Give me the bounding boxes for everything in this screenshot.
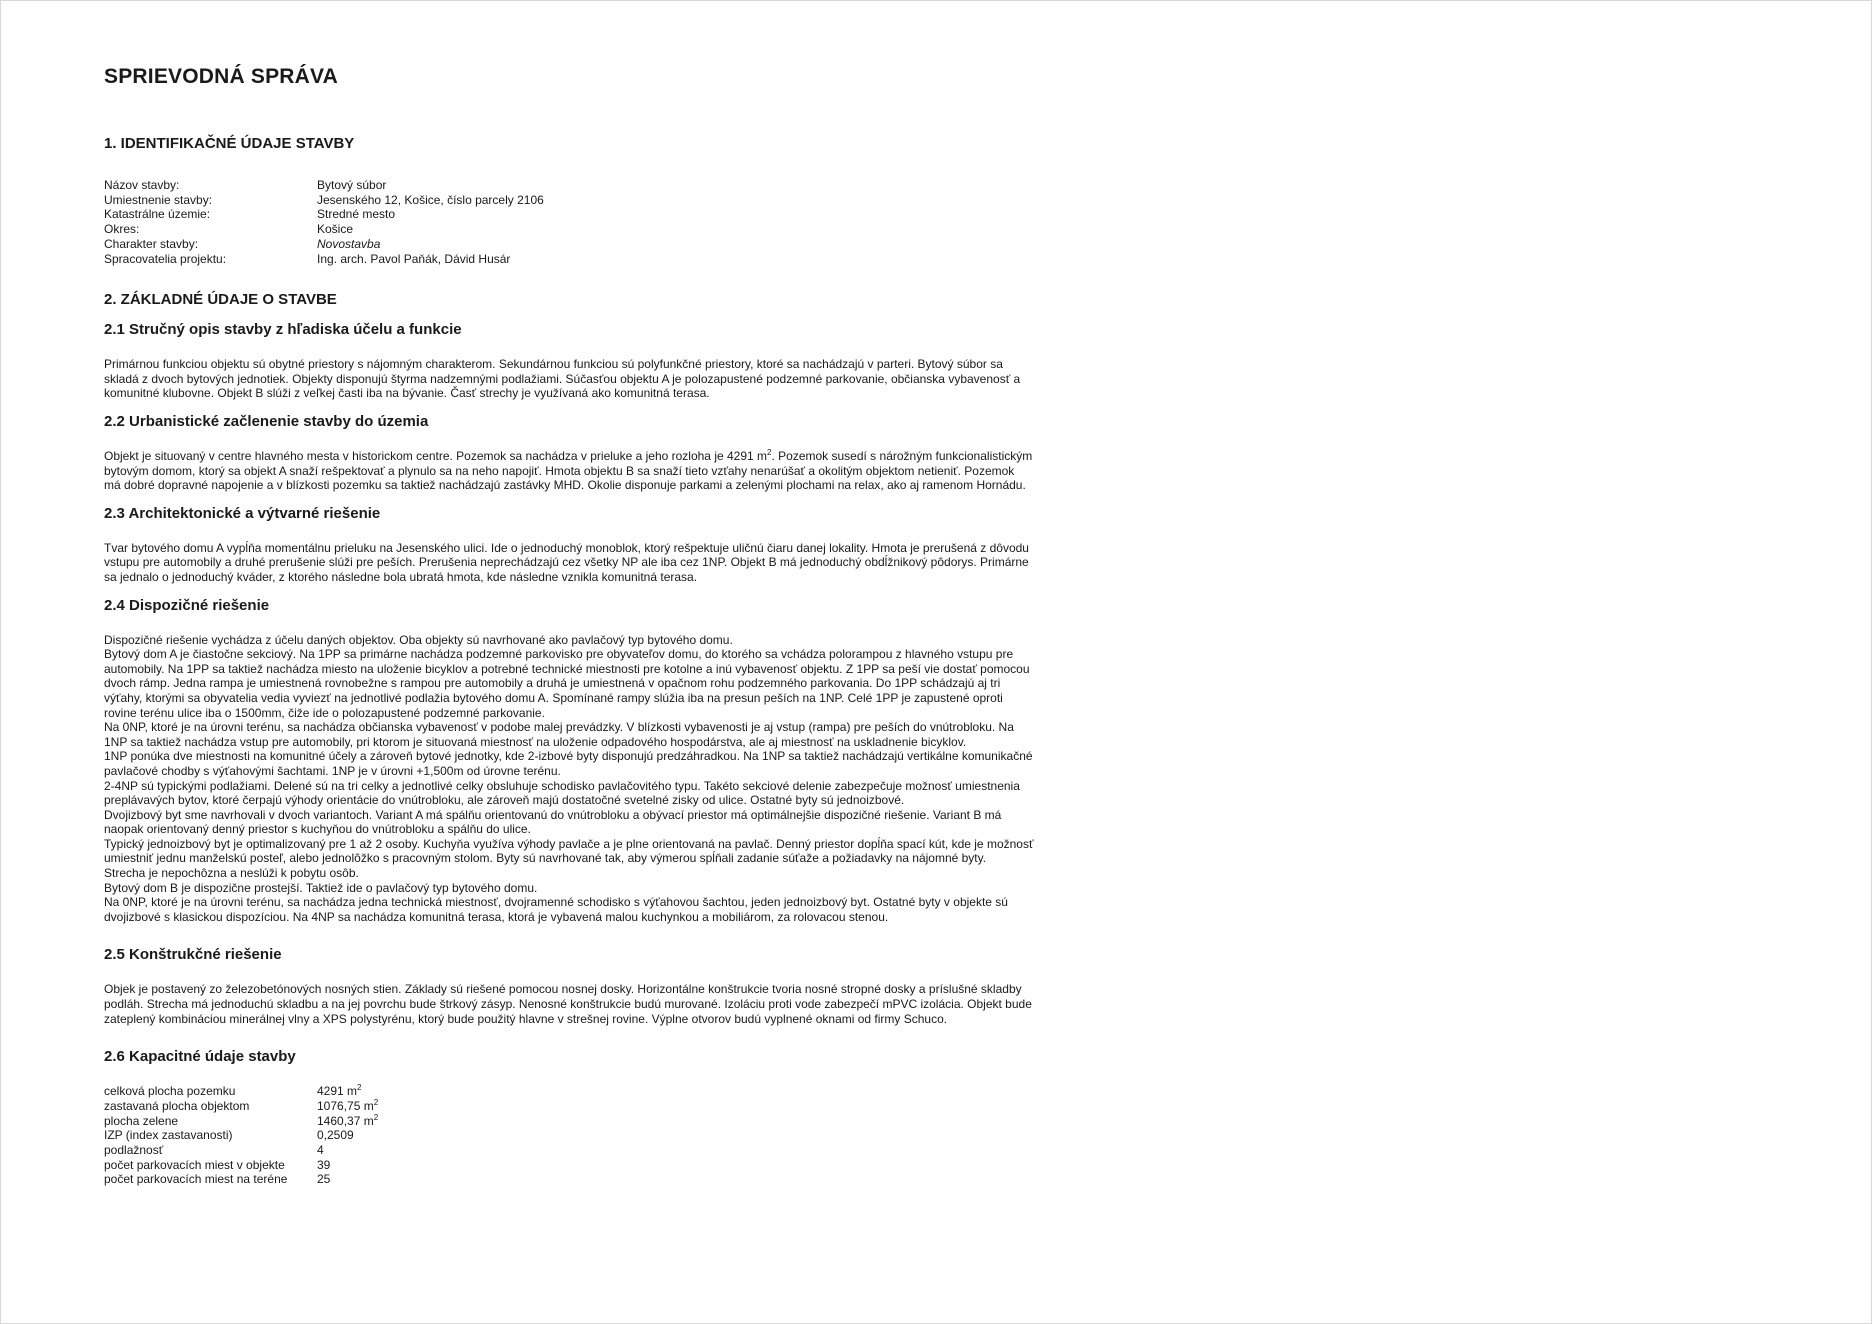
capacity-row <box>104 1084 1034 1099</box>
paragraph-2-2 <box>104 449 1034 493</box>
identification-row <box>104 252 1034 267</box>
identification-value: Novostavba <box>317 236 381 251</box>
section-heading-basic-data: 2. ZÁKLADNÉ ÚDAJE O STAVBE <box>104 291 337 309</box>
identification-row <box>104 237 1034 252</box>
paragraph-2-4: Dispozičné riešenie vychádza z účelu daných objektov. Oba objekty sú navrhované ako pavlačový typ bytového domu. <box>104 632 733 647</box>
capacity-row <box>104 1143 1034 1158</box>
paragraph-2-4: Typický jednoizbový byt je optimalizovaný pre 1 až 2 osoby. Kuchyňa využíva výhody pavlače a je plne orientovaná na pavlač. Denný priestor dopĺňa spací kút, kde je možnosť umiestniť jednu manželskú posteľ, alebo jednolôžko s pracovným stolom. Byty sú navrhované tak, aby výmerou spĺňali zadanie súťaže a požiadavky na nájomné byty. <box>104 836 1034 866</box>
capacity-value <box>317 1084 1034 1099</box>
identification-row <box>104 193 1034 208</box>
document-title: SPRIEVODNÁ SPRÁVA <box>104 65 339 88</box>
superscript: 2 <box>373 1097 379 1107</box>
capacity-value: 39 <box>317 1157 331 1172</box>
identification-row <box>104 207 1034 222</box>
section-heading-identification: 1. IDENTIFIKAČNÉ ÚDAJE STAVBY <box>104 135 355 152</box>
superscript: 2 <box>357 1083 362 1093</box>
identification-row <box>104 178 1034 193</box>
capacity-value: 4 <box>317 1143 324 1158</box>
paragraph-2-4: Bytový dom B je dispozične prostejší. Taktiež ide o pavlačový typ bytového domu. <box>104 880 538 895</box>
capacity-value: 25 <box>317 1172 331 1187</box>
identification-value: Bytový súbor <box>317 178 387 192</box>
identification-label: Umiestnenie stavby: <box>104 192 213 207</box>
identification-label: Okres: <box>104 222 140 237</box>
capacity-row <box>104 1128 1034 1143</box>
capacity-label: počet parkovacích miest v objekte <box>104 1157 285 1172</box>
capacity-row <box>104 1099 1034 1114</box>
identification-value: Košice <box>317 222 354 237</box>
identification-row <box>104 222 1034 237</box>
paragraph-2-2-part-1: Objekt je situovaný v centre hlavného mesta v historickom centre. Pozemok sa nachádza v prieluke a jeho rozloha je 4291 m <box>104 449 768 463</box>
document-content <box>104 65 1034 1187</box>
identification-value: Jesenského 12, Košice, číslo parcely 2106 <box>317 192 544 207</box>
paragraph-2-2-part-2: . Pozemok susedí s nárožným funkcionalistickým bytovým domom, ktorý sa objekt A snaží rešpektovať a plynulo sa na neho napojiť. Hmota objektu B sa snaží tieto vzťahy nenarúšať a okolitým objektom netieniť. Pozemok má dobré dopravné napojenie a v blízkosti pozemku sa taktiež nachádzajú zastávky MHD. Okolie disponuje parkami a zelenými plochami na relax, ako aj ramenom Hornádu. <box>104 449 1033 493</box>
capacity-label: podlažnosť <box>104 1143 164 1158</box>
capacity-value-text: 4291 m <box>317 1084 358 1099</box>
paragraph-2-1: Primárnou funkciou objektu sú obytné priestory s nájomným charakterom. Sekundárnou funkciou sú polyfunkčné priestory, ktoré sa nachádzajú v parteri. Bytový súbor sa skladá z dvoch bytových jednotiek. Objekty disponujú štyrma nadzemnými podlažiami. Súčasťou objektu A je polozapustené podzemné parkovanie, občianska vybavenosť a komunitné klubovne. Objekt B slúži z veľkej časti iba na bývanie. Časť strechy je využívaná ako komunitná terasa. <box>104 357 1021 401</box>
identification-label: Charakter stavby: <box>104 236 199 251</box>
capacity-table <box>104 1084 1034 1187</box>
capacity-row <box>104 1114 1034 1129</box>
paragraph-2-4: 2-4NP sú typickými podlažiami. Delené sú na tri celky a jednotlivé celky obsluhuje schodisko pavlačovitého typu. Takéto sekciové delenie zabezpečuje možnosť umiestnenia preplávavých bytov, ktoré čerpajú výhody orientácie do vnútrobloku, ale zároveň majú dostatočné svetelné zisky od ulice. Ostatné byty sú jednoizbové. <box>104 778 1020 808</box>
capacity-row <box>104 1172 1034 1187</box>
paragraph-2-5: Objek je postavený zo železobetónových nosných stien. Základy sú riešené pomocou nosnej dosky. Horizontálne konštrukcie tvoria nosné stropné dosky a príslušné skladby podláh. Strecha má jednoduchú skladbu a na jej povrchu bude štrkový zásyp. Nenosné konštrukcie budú murované. Izoláciu proti vode zabezpečí mPVC izolácia. Objekt bude zateplený kombináciou minerálnej vlny a XPS polystyrénu, ktorý bude použitý hlavne v strešnej rovine. Výplne otvorov budú vyplnené oknami od firmy Schuco. <box>104 982 1032 1026</box>
subsection-heading-2-3: 2.3 Architektonické a výtvarné riešenie <box>104 504 381 522</box>
capacity-value-text: 1076,75 m <box>317 1098 374 1113</box>
paragraph-2-3: Tvar bytového domu A vypĺňa momentálnu prieluku na Jesenského ulici. Ide o jednoduchý monoblok, ktorý rešpektuje uličnú čiaru danej lokality. Hmota je prerušená z dôvodu vstupu pre automobily a druhé prerušenie slúži pre peších. Prerušenia neprechádzajú cez všetky NP ale iba cez 1NP. Objekt B má jednoduchý obdĺžnikový pôdorys. Primárne sa jednalo o jednoduchý kváder, z ktorého následne bola ubratá hmota, kde následne vznikla komunitná terasa. <box>104 540 1029 584</box>
identification-label: Spracovatelia projektu: <box>104 251 227 266</box>
paragraph-2-4: 1NP ponúka dve miestnosti na komunitné účely a zároveň bytové jednotky, kde 2-izbové byty disponujú predzáhradkou. Na 1NP sa taktiež nachádzajú vertikálne komunikačné pavlačové chodby s výťahovými šachtami. 1NP je v úrovni +1,500m od úrovne terénu. <box>104 749 1033 778</box>
capacity-label: celková plocha pozemku <box>104 1084 236 1099</box>
paragraphs-2-4 <box>104 633 1034 925</box>
subsection-heading-2-5: 2.5 Konštrukčné riešenie <box>104 946 282 964</box>
capacity-label: počet parkovacích miest na teréne <box>104 1172 288 1187</box>
identification-table <box>104 178 1034 266</box>
identification-value: Ing. arch. Pavol Paňák, Dávid Husár <box>317 251 511 266</box>
paragraph-2-4: Dvojizbový byt sme navrhovali v dvoch variantoch. Variant A má spálňu orientovanú do vnútrobloku a obývací priestor má optimálnejšie dispozičné riešenie. Variant B má naopak orientovaný denný priestor s kuchyňou do vnútrobloku a spálňu do ulice. <box>104 807 1002 837</box>
paragraph-2-4: Na 0NP, ktoré je na úrovni terénu, sa nachádza občianska vybavenosť v podobe malej prevádzky. V blízkosti vybavenosti je aj vstup (rampa) pre peších do vnútrobloku. Na 1NP sa taktiež nachádza vstup pre automobily, pri ktorom je situovaná miestnosť na uloženie odpadového hospodárstva, ale aj miestnosť na uskladnenie bicyklov. <box>104 720 1014 749</box>
subsection-heading-2-1: 2.1 Stručný opis stavby z hľadiska účelu a funkcie <box>104 321 462 339</box>
capacity-row <box>104 1158 1034 1173</box>
subsection-heading-2-2: 2.2 Urbanistické začlenenie stavby do územia <box>104 413 429 430</box>
paragraph-2-4: Strecha je nepochôzna a neslúži k pobytu osôb. <box>104 866 359 881</box>
capacity-label: zastavaná plocha objektom <box>104 1098 250 1113</box>
identification-value: Stredné mesto <box>317 207 396 222</box>
superscript: 2 <box>767 448 772 457</box>
capacity-label: plocha zelene <box>104 1113 179 1128</box>
superscript: 2 <box>373 1112 379 1122</box>
identification-label: Katastrálne územie: <box>104 207 211 222</box>
paragraph-2-4: Na 0NP, ktoré je na úrovni terénu, sa nachádza jedna technická miestnosť, dvojramenné schodisko s výťahovou šachtou, jeden jednoizbový byt. Ostatné byty v objekte sú dvojizbové s klasickou dispozíciou. Na 4NP sa nachádza komunitná terasa, ktorá je vybavená malou kuchynkou a mobiliárom, za rolovacou stenou. <box>104 895 1008 924</box>
subsection-heading-2-6: 2.6 Kapacitné údaje stavby <box>104 1048 296 1066</box>
capacity-label: IZP (index zastavanosti) <box>104 1128 233 1143</box>
subsection-heading-2-4: 2.4 Dispozičné riešenie <box>104 596 270 614</box>
capacity-value <box>317 1099 1034 1114</box>
capacity-value: 0,2509 <box>317 1128 354 1143</box>
identification-label: Názov stavby: <box>104 178 180 192</box>
capacity-value-text: 1460,37 m <box>317 1113 374 1128</box>
paragraph-2-4: Bytový dom A je čiastočne sekciový. Na 1PP sa primárne nachádza podzemné parkovisko pre obyvateľov domu, do ktorého sa vchádza polorampou z hlavného vstupu pre automobily. Na 1PP sa taktiež nachádza miesto na uloženie bicyklov a potrebné technické miestnosti pre kotolne a inú vybavenosť objektu. Z 1PP sa peší vie dostať pomocou dvoch rámp. Jedna rampa je umiestnená rovnobežne s rampou pre automobily a druhá je umiestnená v opačnom rohu podzemného parkovania. Do 1PP schádzajú aj tri výťahy, ktorými sa obyvatelia vedia vyviezť na jednotlivé podlažia bytového domu A. Spomínané rampy slúžia iba na presun peších na 1NP. Celé 1PP je zapustené oproti rovine terénu ulice iba o 1500mm, čiže ide o polozapustené podzemné parkovanie. <box>104 647 1030 720</box>
capacity-value <box>317 1114 1034 1129</box>
